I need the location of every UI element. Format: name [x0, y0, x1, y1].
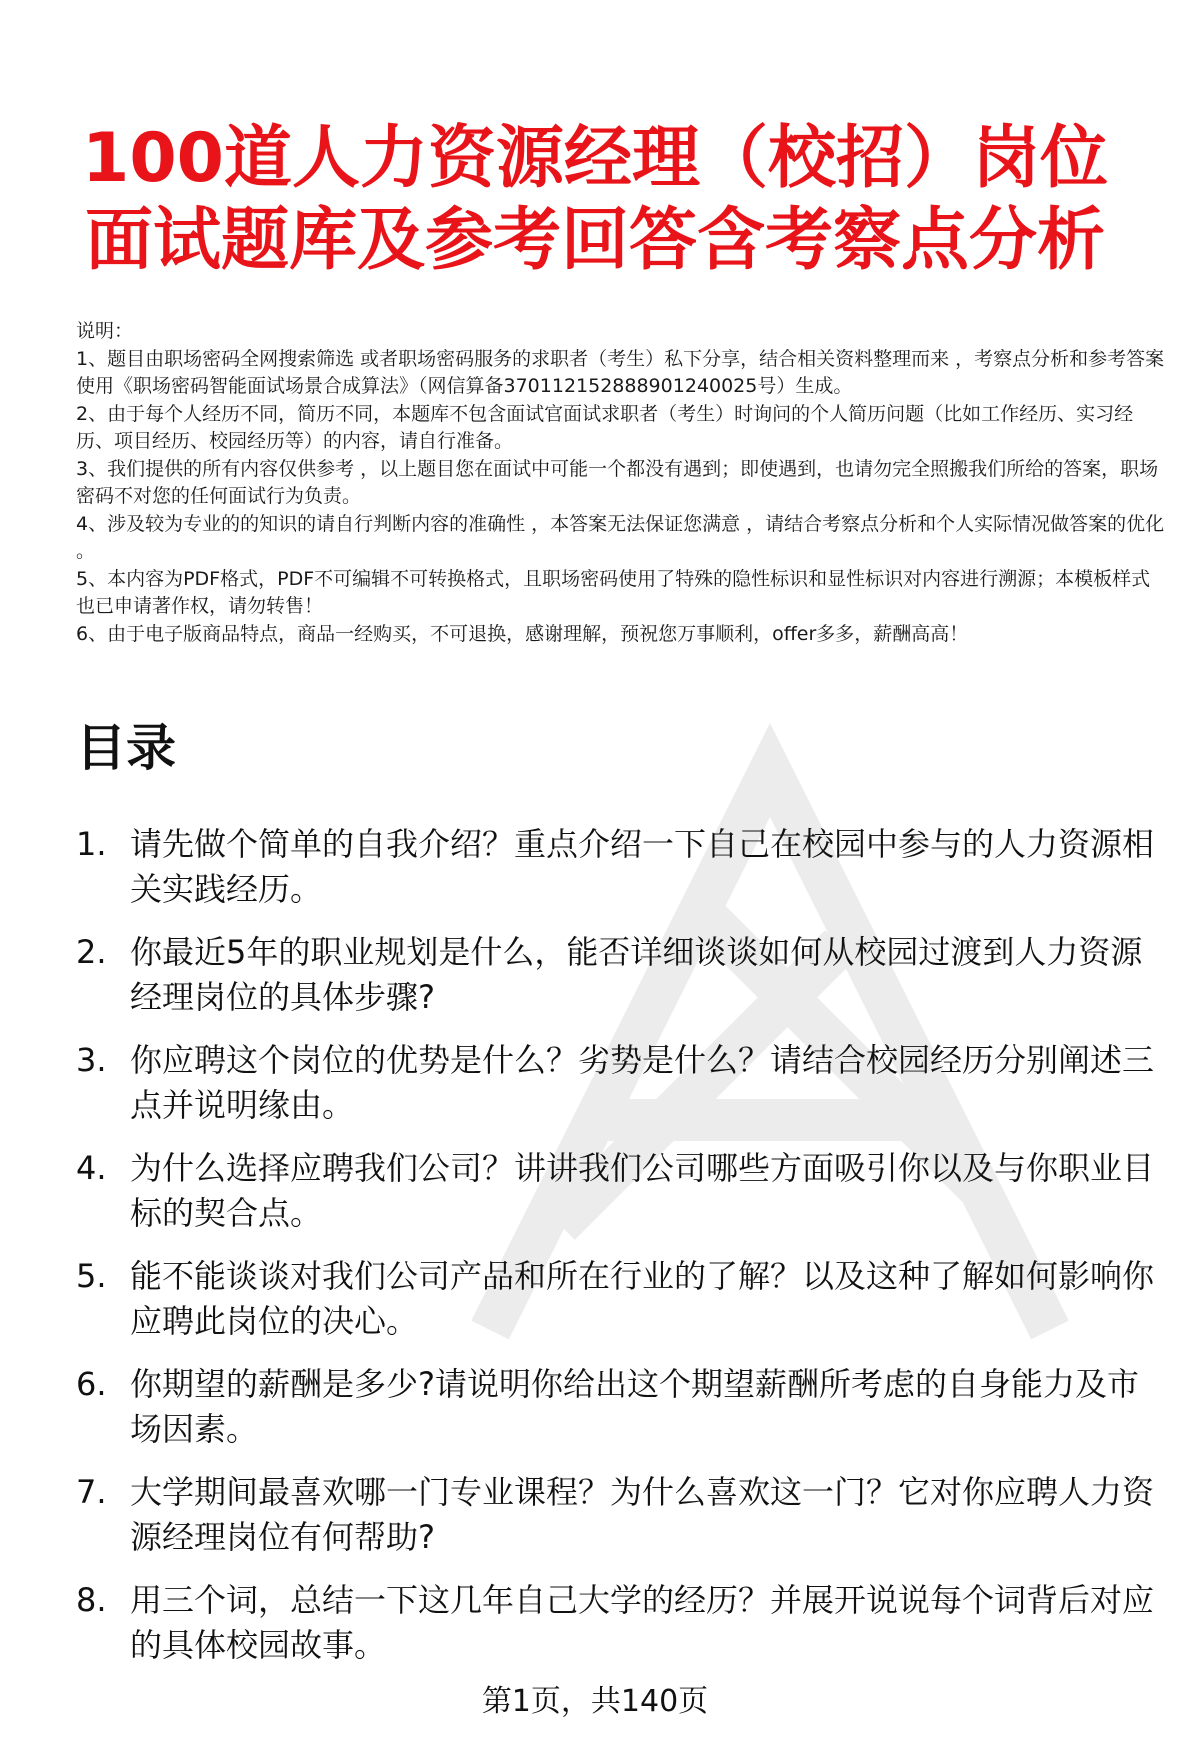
- toc-item-text: 你期望的薪酬是多少?请说明你给出这个期望薪酬所考虑的自身能力及市场因素。: [130, 1365, 1139, 1448]
- note-item: 1、题目由职场密码全网搜索筛选 或者职场密码服务的求职者（考生）私下分享，结合相关资料整理而来 ，考察点分析和参考答案使用《职场密码智能面试场景合成算法》（网信算备370112152888901240025号）生成。: [76, 347, 1165, 397]
- toc-item[interactable]: [76, 1038, 1166, 1128]
- toc-item-text: 为什么选择应聘我们公司？讲讲我们公司哪些方面吸引你以及与你职业目标的契合点。: [130, 1149, 1155, 1232]
- toc-item-number: 5.: [76, 1257, 107, 1295]
- document-title: 100道人力资源经理（校招）岗位面试题库及参考回答含考察点分析: [82, 119, 1108, 280]
- toc-heading: 目录: [76, 719, 176, 777]
- toc-item[interactable]: [76, 930, 1166, 1020]
- toc-item-text: 用三个词，总结一下这几年自己大学的经历？并展开说说每个词背后对应的具体校园故事。: [130, 1581, 1155, 1664]
- table-of-contents: [76, 822, 1166, 1686]
- toc-item-text: 能不能谈谈对我们公司产品和所在行业的了解？以及这种了解如何影响你应聘此岗位的决心。: [130, 1257, 1155, 1340]
- toc-item[interactable]: [76, 1470, 1166, 1560]
- toc-item-number: 8.: [76, 1581, 107, 1619]
- toc-item-number: 1.: [76, 825, 107, 863]
- toc-item-text: 你应聘这个岗位的优势是什么？劣势是什么？请结合校园经历分别阐述三点并说明缘由。: [130, 1041, 1155, 1124]
- note-item: 4、涉及较为专业的的知识的请自行判断内容的准确性 ，本答案无法保证您满意 ，请结合考察点分析和个人实际情况做答案的优化 。: [76, 512, 1165, 562]
- toc-item-number: 7.: [76, 1473, 107, 1511]
- toc-item[interactable]: [76, 1146, 1166, 1236]
- toc-item[interactable]: [76, 822, 1166, 912]
- toc-item-number: 4.: [76, 1149, 107, 1187]
- toc-item-number: 2.: [76, 933, 107, 971]
- toc-item[interactable]: [76, 1578, 1166, 1668]
- toc-item-text: 大学期间最喜欢哪一门专业课程？为什么喜欢这一门？它对你应聘人力资源经理岗位有何帮助?: [130, 1473, 1155, 1556]
- notes-heading: 说明：: [76, 320, 134, 342]
- disclaimer-notes: [76, 318, 1166, 648]
- note-item: 6、由于电子版商品特点，商品一经购买，不可退换，感谢理解，预祝您万事顺利，offer多多，薪酬高高！: [76, 622, 969, 645]
- note-item: 3、我们提供的所有内容仅供参考 ，以上题目您在面试中可能一个都没有遇到；即使遇到，也请勿完全照搬我们所给的答案，职场密码不对您的任何面试行为负责。: [76, 457, 1159, 507]
- toc-item[interactable]: [76, 1254, 1166, 1344]
- note-item: 2、由于每个人经历不同，简历不同，本题库不包含面试官面试求职者（考生）时询问的个人简历问题（比如工作经历、实习经历、项目经历、校园经历等）的内容，请自行准备。: [76, 402, 1134, 452]
- toc-item-text: 你最近5年的职业规划是什么，能否详细谈谈如何从校园过渡到人力资源经理岗位的具体步骤?: [130, 933, 1143, 1016]
- toc-item-text: 请先做个简单的自我介绍？重点介绍一下自己在校园中参与的人力资源相关实践经历。: [130, 825, 1155, 908]
- page-number-footer: 第1页，共140页: [481, 1684, 709, 1719]
- note-item: 5、本内容为PDF格式，PDF不可编辑不可转换格式，且职场密码使用了特殊的隐性标识和显性标识对内容进行溯源；本模板样式也已申请著作权，请勿转售！: [76, 567, 1151, 617]
- toc-item-number: 3.: [76, 1041, 107, 1079]
- toc-item[interactable]: [76, 1362, 1166, 1452]
- toc-item-number: 6.: [76, 1365, 107, 1403]
